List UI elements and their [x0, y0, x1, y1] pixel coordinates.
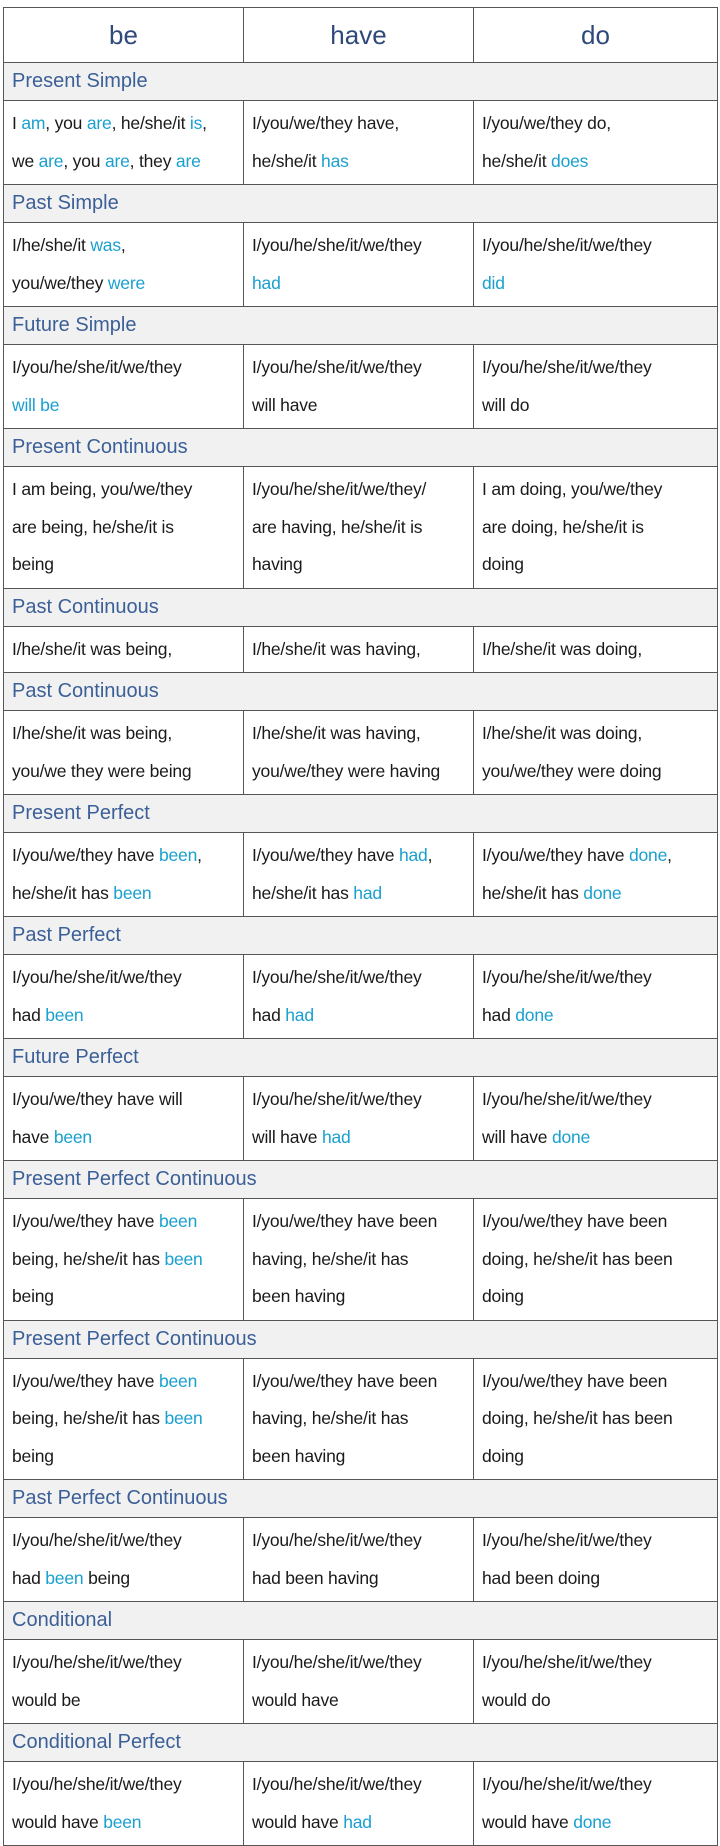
cell-text: I/you/he/she/it/we/they: [482, 1089, 652, 1109]
do-cell: [474, 223, 718, 307]
cell-text: been having: [252, 1286, 346, 1306]
cell-text: I/you/he/she/it/we/they/: [252, 479, 427, 499]
highlighted-verb-form: was: [90, 235, 121, 255]
cell-text: had: [482, 1004, 516, 1025]
highlighted-verb-form: been: [164, 1248, 203, 1269]
cell-text: , he/she/it: [111, 113, 190, 133]
cell-text: I/you/we/they have: [12, 845, 159, 865]
have-cell: [244, 1762, 474, 1846]
highlighted-verb-form: are: [104, 150, 130, 171]
cell-text: I/he/she/it was being,: [12, 638, 173, 659]
cell-text: he/she/it has: [252, 882, 354, 903]
cell-text: doing, he/she/it has been: [482, 1248, 673, 1269]
cell-text: I/he/she/it was having,: [252, 638, 421, 659]
cell-text: I/you/we/they have been: [252, 1211, 438, 1231]
do-cell: [474, 1518, 718, 1602]
have-cell: [244, 1518, 474, 1602]
do-cell: [474, 711, 718, 795]
be-cell: [4, 467, 244, 589]
be-cell: [4, 1077, 244, 1161]
have-cell: [244, 833, 474, 917]
section-title: Past Simple: [4, 185, 718, 223]
highlighted-verb-form: done: [551, 1126, 591, 1147]
cell-text: I/you/we/they have been: [252, 1370, 438, 1391]
do-cell: [474, 1077, 718, 1161]
column-header-do: do: [474, 8, 718, 63]
cell-text: I/you/he/she/it/we/they: [12, 357, 182, 377]
section-title: Future Simple: [4, 307, 718, 345]
section-header-row: [4, 1039, 718, 1077]
be-cell: [4, 1358, 244, 1480]
cell-text: would have: [482, 1811, 574, 1832]
be-cell: [4, 1199, 244, 1321]
section-title: Present Perfect: [4, 795, 718, 833]
do-cell: [474, 1358, 718, 1480]
cell-text: , you: [45, 113, 87, 133]
highlighted-verb-form: had: [353, 882, 382, 903]
cell-text: ,: [197, 845, 202, 865]
table-row: [4, 1762, 718, 1846]
table-row: [4, 345, 718, 429]
do-cell: [474, 833, 718, 917]
cell-text: I/he/she/it was having,: [252, 723, 421, 743]
be-cell: [4, 833, 244, 917]
cell-text: I/you/we/they do,: [482, 113, 611, 133]
have-cell: [244, 955, 474, 1039]
cell-text: I/you/he/she/it/we/they: [252, 1530, 422, 1550]
cell-text: I/he/she/it: [12, 235, 91, 255]
cell-text: I/you/he/she/it/we/they: [252, 1089, 422, 1109]
highlighted-verb-form: been: [103, 1811, 142, 1832]
do-cell: [474, 345, 718, 429]
highlighted-verb-form: did: [482, 272, 505, 293]
highlighted-verb-form: been: [158, 1370, 198, 1391]
table-row: [4, 711, 718, 795]
highlighted-verb-form: been: [164, 1408, 203, 1428]
section-header-row: [4, 588, 718, 626]
section-header-row: [4, 1602, 718, 1640]
highlighted-verb-form: been: [113, 882, 152, 903]
cell-text: being: [12, 1286, 54, 1306]
highlighted-verb-form: done: [583, 882, 622, 903]
section-header-row: [4, 185, 718, 223]
have-cell: [244, 626, 474, 673]
highlighted-verb-form: been: [158, 1211, 198, 1231]
cell-text: being: [83, 1567, 130, 1588]
do-cell: [474, 955, 718, 1039]
cell-text: I/you/he/she/it/we/they: [12, 1530, 182, 1550]
cell-text: being, he/she/it has: [12, 1408, 165, 1428]
cell-text: having, he/she/it has: [252, 1408, 409, 1428]
highlighted-verb-form: are: [175, 150, 201, 171]
section-title: Conditional Perfect: [4, 1724, 718, 1762]
cell-text: will have: [482, 1126, 552, 1147]
cell-text: having: [252, 554, 303, 574]
have-cell: [244, 711, 474, 795]
cell-text: ,: [667, 845, 672, 865]
highlighted-verb-form: had: [343, 1811, 372, 1832]
cell-text: I am being, you/we/they: [12, 479, 193, 499]
cell-text: you/we/they were having: [252, 760, 441, 781]
table-row: [4, 955, 718, 1039]
do-cell: [474, 467, 718, 589]
table-row: [4, 1358, 718, 1480]
cell-text: I/you/he/she/it/we/they: [252, 967, 422, 987]
cell-text: he/she/it has: [482, 882, 584, 903]
cell-text: I/he/she/it was being,: [12, 723, 173, 743]
section-title: Conditional: [4, 1602, 718, 1640]
header-row: [4, 8, 718, 63]
cell-text: I/he/she/it was doing,: [482, 723, 643, 743]
table-row: [4, 833, 718, 917]
highlighted-verb-form: will be: [12, 394, 60, 415]
highlighted-verb-form: done: [628, 845, 668, 865]
cell-text: I/you/we/they have will: [12, 1089, 183, 1109]
table-row: [4, 223, 718, 307]
cell-text: I/you/we/they have,: [252, 113, 399, 133]
cell-text: he/she/it: [482, 150, 552, 171]
do-cell: [474, 626, 718, 673]
cell-text: he/she/it: [252, 150, 322, 171]
cell-text: been having: [252, 1445, 346, 1466]
highlighted-verb-form: does: [551, 150, 589, 171]
cell-text: I/you/we/they have: [12, 1370, 159, 1391]
cell-text: had: [252, 1004, 286, 1025]
section-title: Past Perfect Continuous: [4, 1480, 718, 1518]
section-header-row: [4, 673, 718, 711]
highlighted-verb-form: were: [107, 272, 145, 293]
table-row: [4, 1518, 718, 1602]
cell-text: being: [12, 1445, 54, 1466]
table-row: [4, 626, 718, 673]
be-cell: [4, 1640, 244, 1724]
do-cell: [474, 1199, 718, 1321]
highlighted-verb-form: been: [45, 1567, 84, 1588]
highlighted-verb-form: are: [38, 150, 64, 171]
cell-text: would be: [12, 1689, 81, 1710]
cell-text: doing: [482, 554, 524, 574]
highlighted-verb-form: been: [53, 1126, 92, 1147]
cell-text: ,: [120, 235, 126, 255]
column-header-have: have: [244, 8, 474, 63]
section-title: Present Continuous: [4, 429, 718, 467]
table-row: [4, 1199, 718, 1321]
have-cell: [244, 101, 474, 185]
cell-text: I/you/we/they have: [252, 845, 399, 865]
have-cell: [244, 1358, 474, 1480]
cell-text: I am doing, you/we/they: [482, 479, 663, 499]
cell-text: I/you/he/she/it/we/they: [12, 1774, 182, 1794]
section-header-row: [4, 795, 718, 833]
cell-text: had: [12, 1567, 46, 1588]
cell-text: will have: [252, 1126, 322, 1147]
cell-text: had: [12, 1004, 46, 1025]
cell-text: would have: [12, 1811, 104, 1832]
section-header-row: [4, 1724, 718, 1762]
cell-text: have: [12, 1126, 54, 1147]
cell-text: you/we/they: [12, 272, 108, 293]
cell-text: had been doing: [482, 1567, 600, 1588]
cell-text: I/you/we/they have: [482, 845, 629, 865]
cell-text: I/you/he/she/it/we/they: [482, 1530, 652, 1550]
cell-text: you/we they were being: [12, 760, 192, 781]
be-cell: [4, 101, 244, 185]
highlighted-verb-form: had: [321, 1126, 351, 1147]
cell-text: ,: [202, 113, 207, 133]
cell-text: I/you/he/she/it/we/they: [482, 235, 652, 255]
cell-text: I/you/we/they have been: [482, 1370, 668, 1391]
section-title: Future Perfect: [4, 1039, 718, 1077]
cell-text: would have: [252, 1689, 339, 1710]
do-cell: [474, 1762, 718, 1846]
cell-text: I/you/we/they have been: [482, 1211, 668, 1231]
section-title: Present Simple: [4, 63, 718, 101]
section-header-row: [4, 307, 718, 345]
section-header-row: [4, 429, 718, 467]
cell-text: , they: [129, 150, 176, 171]
be-cell: [4, 345, 244, 429]
have-cell: [244, 223, 474, 307]
section-title: Past Perfect: [4, 917, 718, 955]
highlighted-verb-form: done: [515, 1004, 554, 1025]
cell-text: you/we/they were doing: [482, 760, 662, 781]
have-cell: [244, 1077, 474, 1161]
table-row: [4, 1077, 718, 1161]
cell-text: being: [12, 554, 54, 574]
have-cell: [244, 1199, 474, 1321]
cell-text: I/you/he/she/it/we/they: [482, 1774, 652, 1794]
cell-text: I/you/he/she/it/we/they: [252, 1652, 422, 1672]
cell-text: I/you/he/she/it/we/they: [252, 1774, 422, 1794]
cell-text: ,: [427, 845, 433, 865]
column-header-be: be: [4, 8, 244, 63]
table-row: [4, 101, 718, 185]
be-cell: [4, 711, 244, 795]
table-row: [4, 467, 718, 589]
cell-text: I/you/he/she/it/we/they: [482, 357, 652, 377]
highlighted-verb-form: been: [158, 845, 198, 865]
cell-text: being, he/she/it has: [12, 1248, 165, 1269]
table-body: [4, 63, 718, 1846]
cell-text: will do: [482, 394, 530, 415]
be-cell: [4, 223, 244, 307]
section-title: Past Continuous: [4, 588, 718, 626]
do-cell: [474, 101, 718, 185]
be-cell: [4, 626, 244, 673]
cell-text: having, he/she/it has: [252, 1248, 409, 1269]
do-cell: [474, 1640, 718, 1724]
cell-text: I/you/he/she/it/we/they: [482, 1652, 652, 1672]
section-title: Present Perfect Continuous: [4, 1320, 718, 1358]
be-cell: [4, 1762, 244, 1846]
cell-text: I/you/he/she/it/we/they: [252, 235, 422, 255]
have-cell: [244, 467, 474, 589]
cell-text: , you: [63, 150, 105, 171]
section-title: Present Perfect Continuous: [4, 1161, 718, 1199]
highlighted-verb-form: had: [252, 272, 281, 293]
cell-text: I: [12, 113, 22, 133]
highlighted-verb-form: has: [321, 150, 349, 171]
cell-text: I/he/she/it was doing,: [482, 638, 643, 659]
table-row: [4, 1640, 718, 1724]
highlighted-verb-form: been: [45, 1004, 84, 1025]
highlighted-verb-form: are: [86, 113, 112, 133]
have-cell: [244, 1640, 474, 1724]
section-header-row: [4, 1480, 718, 1518]
have-cell: [244, 345, 474, 429]
cell-text: are doing, he/she/it is: [482, 516, 644, 537]
be-cell: [4, 1518, 244, 1602]
section-header-row: [4, 917, 718, 955]
section-header-row: [4, 1161, 718, 1199]
cell-text: I/you/we/they have: [12, 1211, 159, 1231]
highlighted-verb-form: is: [189, 113, 203, 133]
cell-text: doing: [482, 1286, 524, 1306]
highlighted-verb-form: am: [21, 113, 46, 133]
section-header-row: [4, 1320, 718, 1358]
cell-text: would do: [482, 1689, 551, 1710]
be-cell: [4, 955, 244, 1039]
section-title: Past Continuous: [4, 673, 718, 711]
section-header-row: [4, 63, 718, 101]
highlighted-verb-form: had: [285, 1004, 314, 1025]
cell-text: doing, he/she/it has been: [482, 1408, 673, 1428]
cell-text: doing: [482, 1445, 524, 1466]
verb-tense-table: [3, 7, 718, 1846]
cell-text: I/you/he/she/it/we/they: [252, 357, 422, 377]
cell-text: I/you/he/she/it/we/they: [482, 967, 652, 987]
cell-text: I/you/he/she/it/we/they: [12, 967, 182, 987]
cell-text: I/you/he/she/it/we/they: [12, 1652, 182, 1672]
cell-text: we: [12, 150, 39, 171]
cell-text: are having, he/she/it is: [252, 516, 423, 537]
cell-text: are being, he/she/it is: [12, 516, 174, 537]
cell-text: would have: [252, 1811, 344, 1832]
highlighted-verb-form: had: [398, 845, 428, 865]
cell-text: will have: [252, 394, 318, 415]
cell-text: had been having: [252, 1567, 379, 1588]
highlighted-verb-form: done: [573, 1811, 612, 1832]
cell-text: he/she/it has: [12, 882, 114, 903]
